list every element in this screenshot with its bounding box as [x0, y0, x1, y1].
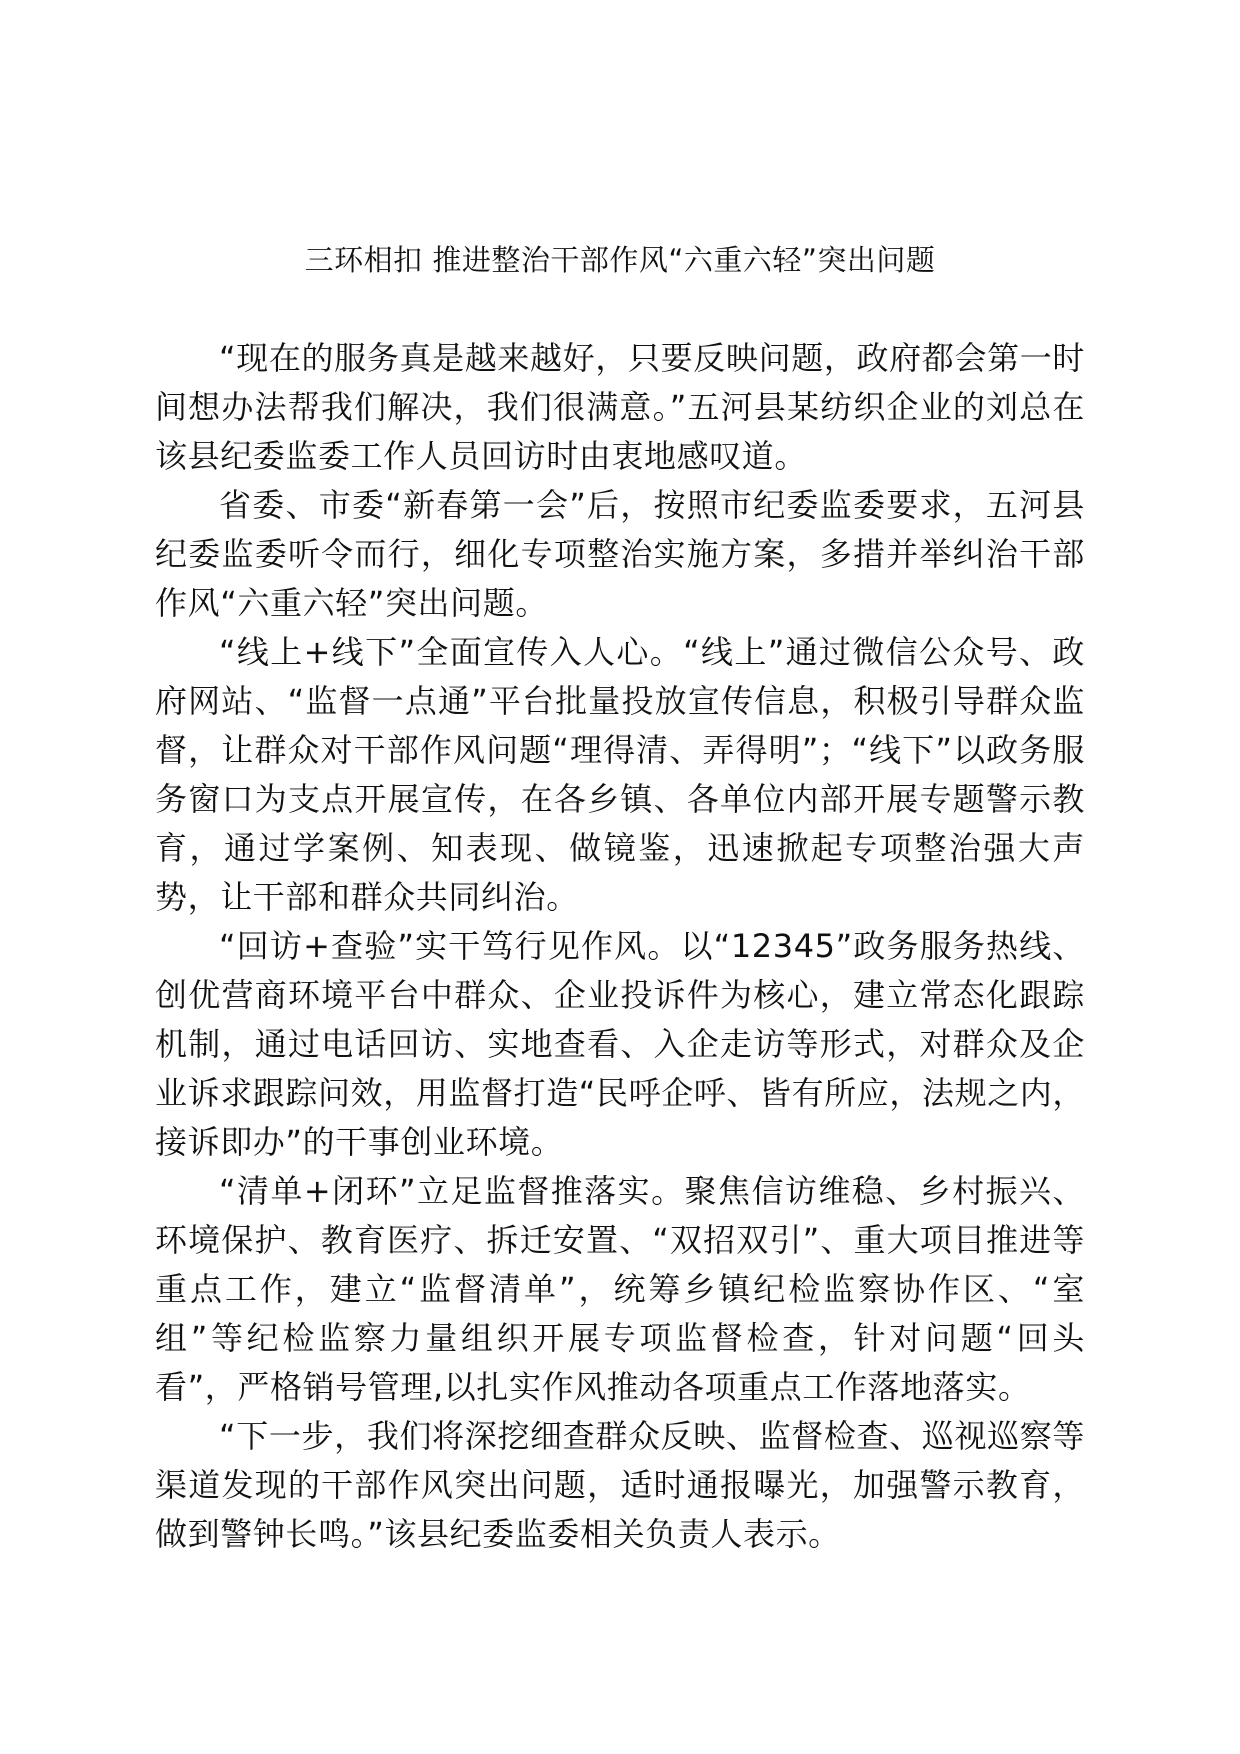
paragraph-1: “现在的服务真是越来越好，只要反映问题，政府都会第一时间想办法帮我们解决，我们很满意。”五河县某纺织企业的刘总在该县纪委监委工作人员回访时由衷地感叹道。 — [155, 339, 1085, 475]
document-title: 三环相扣 推进整治干部作风“六重六轻”突出问题 — [304, 243, 936, 277]
paragraph-5: “清单+闭环”立足监督推落实。聚焦信访维稳、乡村振兴、环境保护、教育医疗、拆迁安置、“双招双引”、重大项目推进等重点工作，建立“监督清单”，统筹乡镇纪检监察协作区、“室组”等纪检监察力量组织开展专项监督检查，针对问题“回头看”，严格销号管理,以扎实作风推动各项重点工作落地落实。 — [155, 1172, 1085, 1406]
paragraph-6: “下一步，我们将深挖细查群众反映、监督检查、巡视巡察等渠道发现的干部作风突出问题，适时通报曝光，加强警示教育，做到警钟长鸣。”该县纪委监委相关负责人表示。 — [155, 1417, 1085, 1553]
paragraph-2: 省委、市委“新春第一会”后，按照市纪委监委要求，五河县纪委监委听令而行，细化专项整治实施方案，多措并举纠治干部作风“六重六轻”突出问题。 — [155, 486, 1085, 622]
paragraph-4: “回访+查验”实干笃行见作风。以“12345”政务服务热线、创优营商环境平台中群众、企业投诉件为核心，建立常态化跟踪机制，通过电话回访、实地查看、入企走访等形式，对群众及企业诉求跟踪问效，用监督打造“民呼企呼、皆有所应，法规之内，接诉即办”的干事创业环境。 — [155, 927, 1085, 1161]
document-body — [155, 334, 1085, 1559]
paragraph-3: “线上+线下”全面宣传入人心。“线上”通过微信公众号、政府网站、“监督一点通”平台批量投放宣传信息，积极引导群众监督，让群众对干部作风问题“理得清、弄得明”；“线下”以政务服务窗口为支点开展宣传，在各乡镇、各单位内部开展专题警示教育，通过学案例、知表现、做镜鉴，迅速掀起专项整治强大声势，让干部和群众共同纠治。 — [155, 633, 1085, 916]
